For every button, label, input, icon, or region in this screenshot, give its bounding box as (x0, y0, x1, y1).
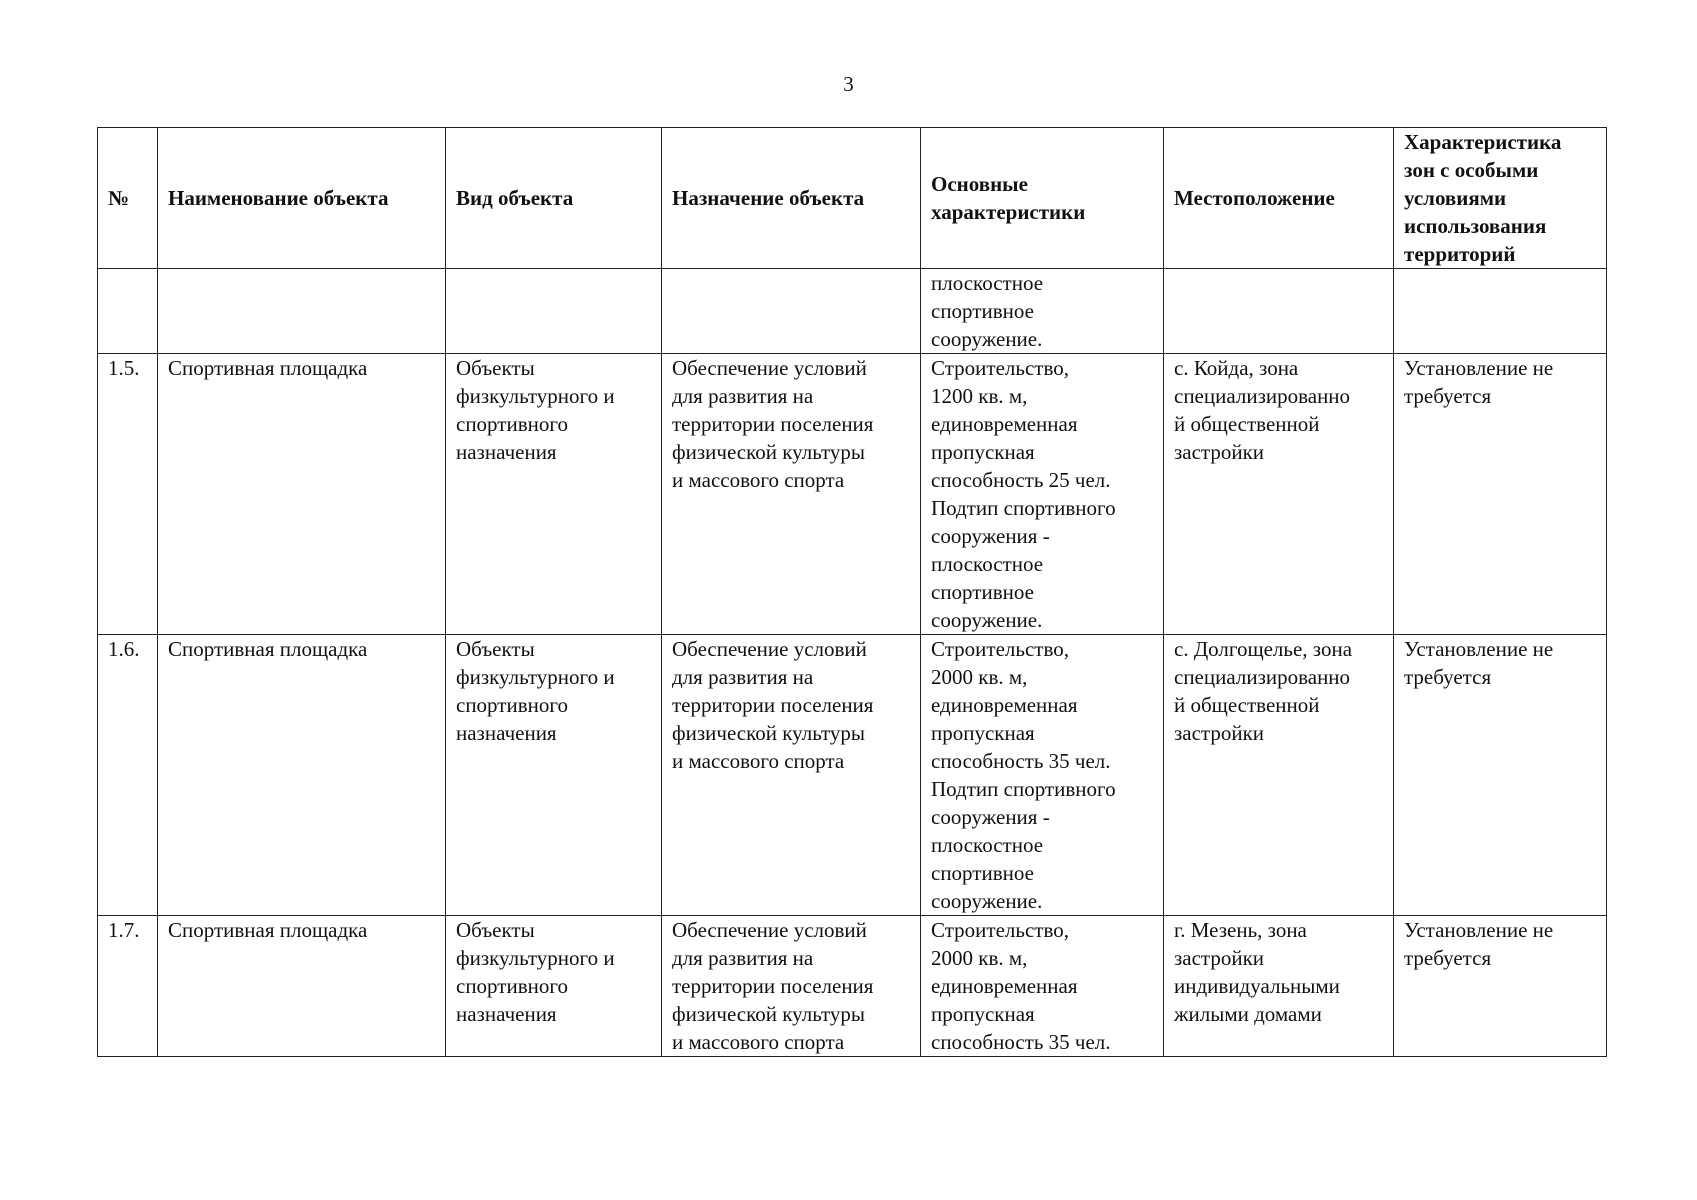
row-number-cell: 1.6. (98, 635, 158, 916)
location-cell: г. Мезень, зона застройки индивидуальными жилыми домами (1164, 916, 1394, 1057)
table-row (98, 916, 1607, 1057)
row-number-cell: 1.7. (98, 916, 158, 1057)
object-name-cell: Спортивная площадка (158, 635, 446, 916)
object-purpose-cell: Обеспечение условий для развития на территории поселения физической культуры и массового спорта (662, 354, 921, 635)
zones-cell: Установление не требуется (1394, 635, 1607, 916)
header-object-name: Наименование объекта (158, 128, 446, 269)
object-purpose-cell: Обеспечение условий для развития на территории поселения физической культуры и массового спорта (662, 635, 921, 916)
header-object-purpose: Назначение объекта (662, 128, 921, 269)
characteristics-cell: Строительство, 1200 кв. м, единовременная пропускная способность 25 чел. Подтип спортивного сооружения - плоскостное спортивное сооружение. (921, 354, 1164, 635)
table-header-row (98, 128, 1607, 269)
objects-table (97, 127, 1607, 1057)
object-name-cell: Спортивная площадка (158, 916, 446, 1057)
zones-cell: Установление не требуется (1394, 916, 1607, 1057)
object-kind-cell (446, 269, 662, 354)
page-number: 3 (843, 72, 854, 96)
row-number-cell: 1.5. (98, 354, 158, 635)
header-number: № (98, 128, 158, 269)
object-kind-cell: Объекты физкультурного и спортивного назначения (446, 916, 662, 1057)
characteristics-cell: плоскостное спортивное сооружение. (921, 269, 1164, 354)
object-kind-cell: Объекты физкультурного и спортивного назначения (446, 354, 662, 635)
characteristics-cell: Строительство, 2000 кв. м, единовременная пропускная способность 35 чел. Подтип спортивного сооружения - плоскостное спортивное сооружение. (921, 635, 1164, 916)
location-cell: с. Долгощелье, зона специализированно й общественной застройки (1164, 635, 1394, 916)
header-zone-characteristics: Характеристика зон с особыми условиями использования территорий (1394, 128, 1607, 269)
zones-cell (1394, 269, 1607, 354)
header-main-characteristics: Основные характеристики (921, 128, 1164, 269)
header-location: Местоположение (1164, 128, 1394, 269)
location-cell: с. Койда, зона специализированно й общественной застройки (1164, 354, 1394, 635)
table-row (98, 354, 1607, 635)
characteristics-cell: Строительство, 2000 кв. м, единовременная пропускная способность 35 чел. (921, 916, 1164, 1057)
zones-cell: Установление не требуется (1394, 354, 1607, 635)
table-row (98, 635, 1607, 916)
object-kind-cell: Объекты физкультурного и спортивного назначения (446, 635, 662, 916)
object-purpose-cell (662, 269, 921, 354)
row-number-cell (98, 269, 158, 354)
table-row (98, 269, 1607, 354)
object-purpose-cell: Обеспечение условий для развития на территории поселения физической культуры и массового спорта (662, 916, 921, 1057)
location-cell (1164, 269, 1394, 354)
object-name-cell (158, 269, 446, 354)
header-object-kind: Вид объекта (446, 128, 662, 269)
object-name-cell: Спортивная площадка (158, 354, 446, 635)
